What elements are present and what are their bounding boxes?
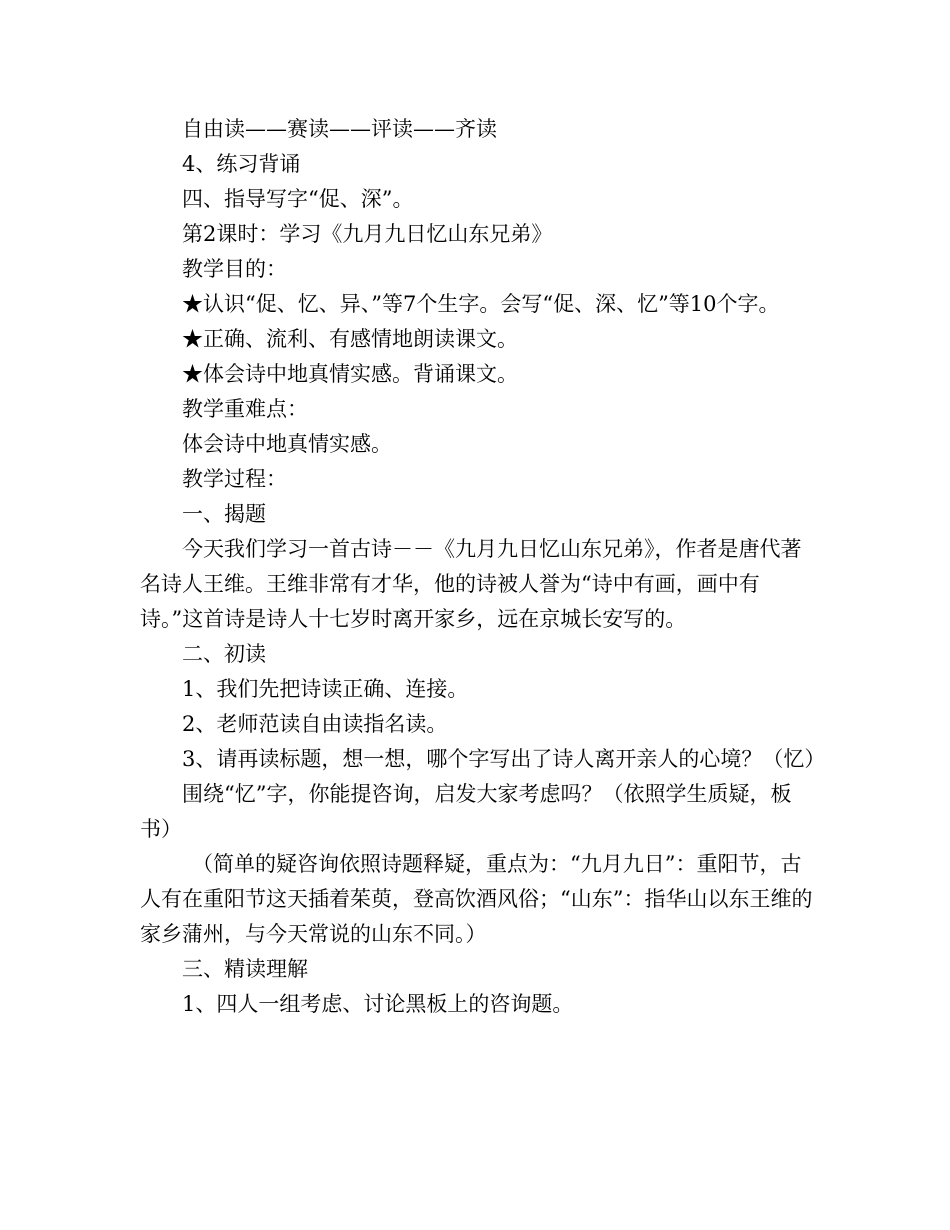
paragraph-lesson-2-title: 第2课时：学习《九月九日忆山东兄弟》 xyxy=(182,222,553,246)
paragraph-question-prompt: 围绕“忆”字，你能提咨询，启发大家考虑吗？（依照学生质疑，板书） xyxy=(140,782,792,841)
paragraph-discussion-step: 1、四人一组考虑、讨论黑板上的咨询题。 xyxy=(182,992,574,1016)
paragraph-key-points-heading: 教学重难点： xyxy=(182,397,308,421)
paragraph-introduction: 今天我们学习一首古诗－－《九月九日忆山东兄弟》，作者是唐代著名诗人王维。王维非常有才华，他的诗被人誉为“诗中有画，画中有诗。”这首诗是诗人十七岁时离开家乡，远在京城长安写的。 xyxy=(140,537,802,631)
paragraph-explanation-note: （简单的疑咨询依照诗题释疑，重点为：“九月九日”：重阳节，古人有在重阳节这天插着茱萸，登高饮酒风俗；“山东”：指华山以东王维的家乡蒲州，与今天常说的山东不同。） xyxy=(140,852,813,946)
paragraph-teaching-goals-heading: 教学目的： xyxy=(182,257,287,281)
paragraph-reading-steps: 自由读——赛读——评读——齐读 xyxy=(182,117,497,141)
paragraph-section-2-heading: 二、初读 xyxy=(182,642,266,666)
paragraph-key-point: 体会诗中地真情实感。 xyxy=(182,432,392,456)
paragraph-step-3: 3、请再读标题，想一想，哪个字写出了诗人离开亲人的心境？（忆） xyxy=(182,747,826,771)
paragraph-goal-2: ★正确、流利、有感情地朗读课文。 xyxy=(182,327,518,351)
paragraph-section-3-heading: 三、精读理解 xyxy=(182,957,308,981)
paragraph-guide-writing: 四、指导写字“促、深”。 xyxy=(182,187,414,211)
paragraph-process-heading: 教学过程： xyxy=(182,467,287,491)
paragraph-step-2: 2、老师范读自由读指名读。 xyxy=(182,712,448,736)
paragraph-step-1: 1、我们先把诗读正确、连接。 xyxy=(182,677,469,701)
paragraph-section-1-heading: 一、揭题 xyxy=(182,502,266,526)
paragraph-goal-3: ★体会诗中地真情实感。背诵课文。 xyxy=(182,362,518,386)
paragraph-goal-1: ★认识“促、忆、异、”等7个生字。会写“促、深、忆”等10个字。 xyxy=(182,292,780,316)
paragraph-practice-recite: 4、练习背诵 xyxy=(182,152,301,176)
document-body xyxy=(140,112,826,1022)
